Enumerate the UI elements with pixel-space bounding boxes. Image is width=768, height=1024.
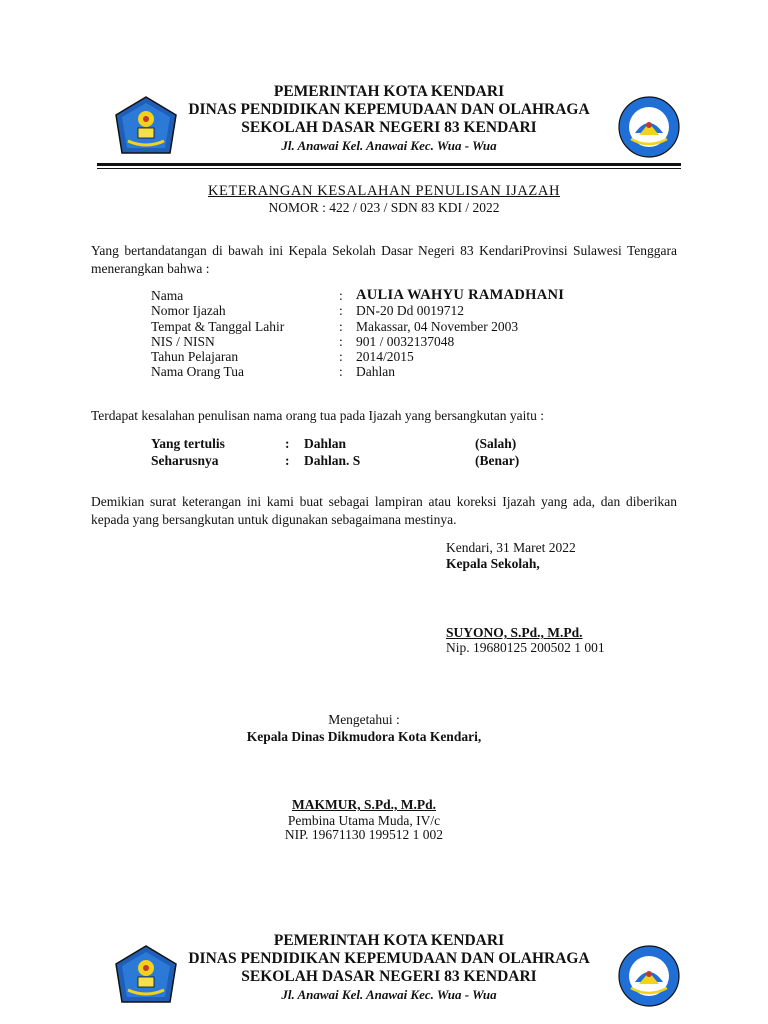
document-number: NOMOR : 422 / 023 / SDN 83 KDI / 2022 [268, 200, 500, 215]
letterhead-line-2: DINAS PENDIDIKAN KEPEMUDAAN DAN OLAHRAGA [188, 950, 590, 967]
identity-colon: : [339, 318, 343, 334]
correction-colon: : [285, 453, 290, 468]
tut-wuri-handayani-emblem-icon [617, 95, 681, 159]
signature-place-date: Kendari, 31 Maret 2022 [446, 540, 576, 555]
identity-value: 901 / 0032137048 [356, 333, 455, 349]
letterhead-address: Jl. Anawai Kel. Anawai Kec. Wua - Wua [281, 138, 497, 153]
identity-colon: : [339, 364, 343, 380]
letterhead-address: Jl. Anawai Kel. Anawai Kec. Wua - Wua [281, 987, 497, 1002]
identity-value: DN-20 Dd 0019712 [356, 303, 464, 319]
acknowledgement-name: MAKMUR, S.Pd., M.Pd. [292, 797, 436, 812]
error-statement: Terdapat kesalahan penulisan nama orang tua pada Ijazah yang bersangkutan yaitu : [91, 408, 544, 423]
identity-value: Dahlan [356, 364, 395, 380]
identity-label: Nama [151, 288, 184, 303]
intro-paragraph: Yang bertandatangan di bawah ini Kepala Sekolah Dasar Negeri 83 KendariProvinsi Sulawesi Tenggara menerangkan bahwa : [91, 243, 677, 276]
identity-label: Tahun Pelajaran [151, 349, 239, 365]
correction-label: Yang tertulis [151, 436, 225, 451]
signature-position: Kepala Sekolah, [446, 556, 540, 571]
identity-value: Makassar, 04 November 2003 [356, 318, 519, 334]
identity-colon: : [339, 288, 343, 303]
identity-value: AULIA WAHYU RAMADHANI [356, 287, 565, 303]
acknowledgement-position: Kepala Dinas Dikmudora Kota Kendari, [246, 729, 482, 744]
correction-value: Dahlan [304, 436, 347, 451]
identity-colon: : [339, 303, 343, 319]
letterhead-rule-thin [97, 168, 681, 169]
identity-label: Tempat & Tanggal Lahir [151, 318, 285, 334]
identity-colon: : [339, 333, 343, 349]
letterhead-rule [97, 163, 681, 166]
identity-colon: : [339, 349, 343, 365]
letterhead-line-1: PEMERINTAH KOTA KENDARI [273, 932, 505, 949]
letterhead-line-3: SEKOLAH DASAR NEGERI 83 KENDARI [241, 968, 537, 985]
acknowledgement-rank: Pembina Utama Muda, IV/c [287, 813, 441, 828]
identity-value: 2014/2015 [356, 349, 414, 365]
letterhead-line-1: PEMERINTAH KOTA KENDARI [273, 83, 505, 100]
letterhead-line-3: SEKOLAH DASAR NEGERI 83 KENDARI [241, 119, 537, 136]
signature-name: SUYONO, S.Pd., M.Pd. [446, 625, 583, 640]
correction-label: Seharusnya [151, 453, 219, 468]
closing-paragraph: Demikian surat keterangan ini kami buat sebagai lampiran atau koreksi Ijazah yang ada, dan diberikan kepada yang bersangkutan untuk digunakan sebagaimana mestinya. [91, 494, 677, 527]
identity-label: Nomor Ijazah [151, 303, 226, 319]
identity-label: Nama Orang Tua [151, 364, 244, 380]
document-title: KETERANGAN KESALAHAN PENULISAN IJAZAH [207, 183, 561, 199]
letterhead-line-2: DINAS PENDIDIKAN KEPEMUDAAN DAN OLAHRAGA [188, 101, 590, 118]
acknowledgement-label: Mengetahui : [328, 712, 400, 727]
acknowledgement-nip: NIP. 19671130 199512 1 002 [284, 827, 444, 842]
correction-status: (Salah) [475, 436, 517, 451]
signature-nip: Nip. 19680125 200502 1 001 [446, 640, 605, 655]
tut-wuri-handayani-emblem-icon [617, 944, 681, 1008]
correction-value: Dahlan. S [304, 453, 361, 468]
identity-label: NIS / NISN [151, 333, 215, 349]
correction-colon: : [285, 436, 290, 451]
correction-status: (Benar) [475, 453, 520, 468]
